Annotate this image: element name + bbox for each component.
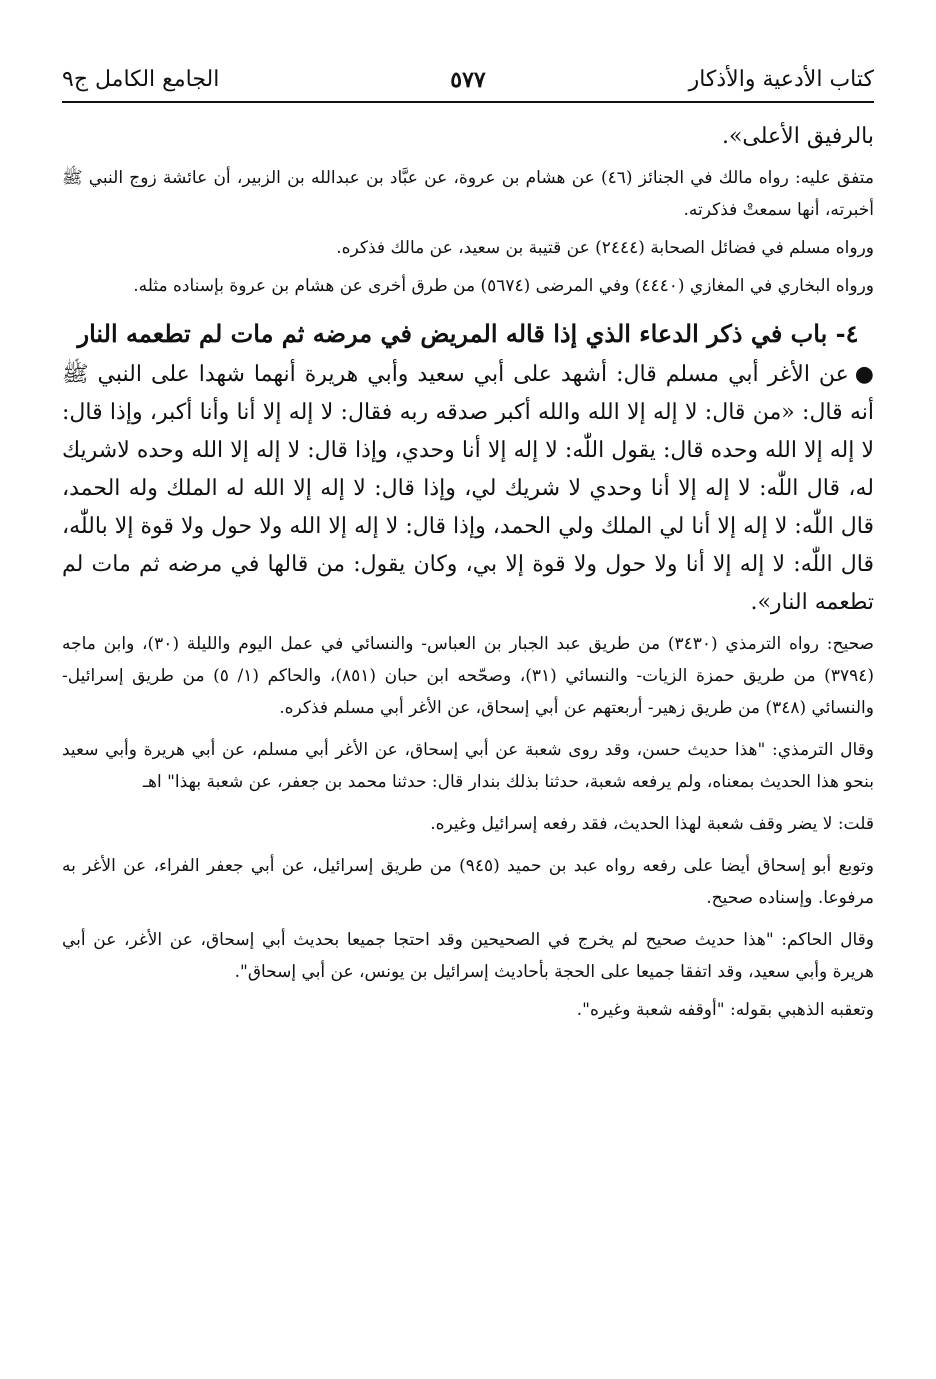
- takhrij-paragraph: وقال الترمذي: "هذا حديث حسن، وقد روى شعبة عن أبي إسحاق، عن الأغر أبي مسلم، عن أبي هريرة وأبي سعيد بنحو هذا الحديث بمعناه، ولم يرفعه شعبة، حدثنا بذلك بندار قال: حدثنا محمد بن جعفر، عن شعبة بهذا" اهـ: [62, 740, 874, 792]
- volume-title: الجامع الكامل ج٩: [62, 67, 220, 92]
- takhrij-paragraph: صحيح: رواه الترمذي (٣٤٣٠) من طريق عبد الجبار بن العباس- والنسائي في عمل اليوم والليلة (٣٠)، وابن ماجه (٣٧٩٤) من طريق حمزة الزيات- والنسائي (٣١)، وصحّحه ابن حبان (٨٥١)، والحاكم (١/ ٥) من طريق إسرائيل- والنسائي (٣٤٨) من طريق زهير- أربعتهم عن أبي إسحاق، عن الأغر أبي مسلم فذكره.: [62, 634, 874, 718]
- page-number: ٥٧٧: [450, 67, 486, 93]
- hadith-body: عن الأغر أبي مسلم قال: أشهد على أبي سعيد وأبي هريرة أنهما شهدا على النبي ﷺ أنه قال: «من قال: لا إله إلا الله والله أكبر صدقه ربه فقال: لا إله إلا أنا وأنا أكبر، وإذا قال: لا إله إلا الله وحده قال: يقول اللّٰه: لا إله إلا أنا وحدي، وإذا قال: لا إله إلا الله وحده لاشريك له، قال اللّٰه: لا إله إلا أنا وحدي لا شريك لي، وإذا قال: لا إله إلا الله له الملك وله الحمد، قال اللّٰه: لا إله إلا أنا لي الملك ولي الحمد، وإذا قال: لا إله إلا الله ولا حول ولا قوة إلا باللّٰه، قال اللّٰه: لا إله إلا أنا ولا حول ولا قوة إلا بي، وكان يقول: من قالها في مرضه ثم مات لم تطعمه النار».: [62, 362, 875, 615]
- takhrij-paragraph: متفق عليه: رواه مالك في الجنائز (٤٦) عن هشام بن عروة، عن عبَّاد بن عبدالله بن الزبير، أن عائشة زوج النبي ﷺ أخبرته، أنها سمعتْ فذكرته.: [62, 168, 874, 220]
- takhrij-paragraph: وتوبع أبو إسحاق أيضا على رفعه رواه عبد بن حميد (٩٤٥) من طريق إسرائيل، عن أبي جعفر الفراء، عن الأغر به مرفوعا. وإسناده صحيح.: [62, 856, 874, 908]
- takhrij-paragraph: ورواه مسلم في فضائل الصحابة (٢٤٤٤) عن قتيبة بن سعيد، عن مالك فذكره.: [336, 238, 874, 258]
- hadith-text-end: بالرفيق الأعلى».: [721, 124, 874, 149]
- takhrij-paragraph: قلت: لا يضر وقف شعبة لهذا الحديث، فقد رفعه إسرائيل وغيره.: [430, 814, 874, 834]
- book-title: كتاب الأدعية والأذكار: [688, 67, 874, 92]
- header-rule: [62, 101, 874, 103]
- takhrij-paragraph: ورواه البخاري في المغازي (٤٤٤٠) وفي المرضى (٥٦٧٤) من طرق أخرى عن هشام بن عروة بإسناده مثله.: [133, 276, 874, 296]
- hadith-text: [62, 356, 874, 622]
- takhrij-paragraph: وتعقبه الذهبي بقوله: "أوقفه شعبة وغيره".: [576, 1000, 874, 1020]
- takhrij-paragraph: وقال الحاكم: "هذا حديث صحيح لم يخرج في الصحيحين وقد احتجا جميعا بحديث أبي إسحاق، عن الأغر، عن أبي هريرة وأبي سعيد، وقد اتفقا جميعا على الحجة بأحاديث إسرائيل بن يونس، عن أبي إسحاق".: [62, 930, 874, 982]
- chapter-heading: ٤- باب في ذكر الدعاء الذي إذا قاله المريض في مرضه ثم مات لم تطعمه النار: [77, 319, 859, 348]
- bullet-marker: ●: [854, 362, 874, 387]
- page-body: [62, 118, 874, 1026]
- running-header: [62, 0, 874, 118]
